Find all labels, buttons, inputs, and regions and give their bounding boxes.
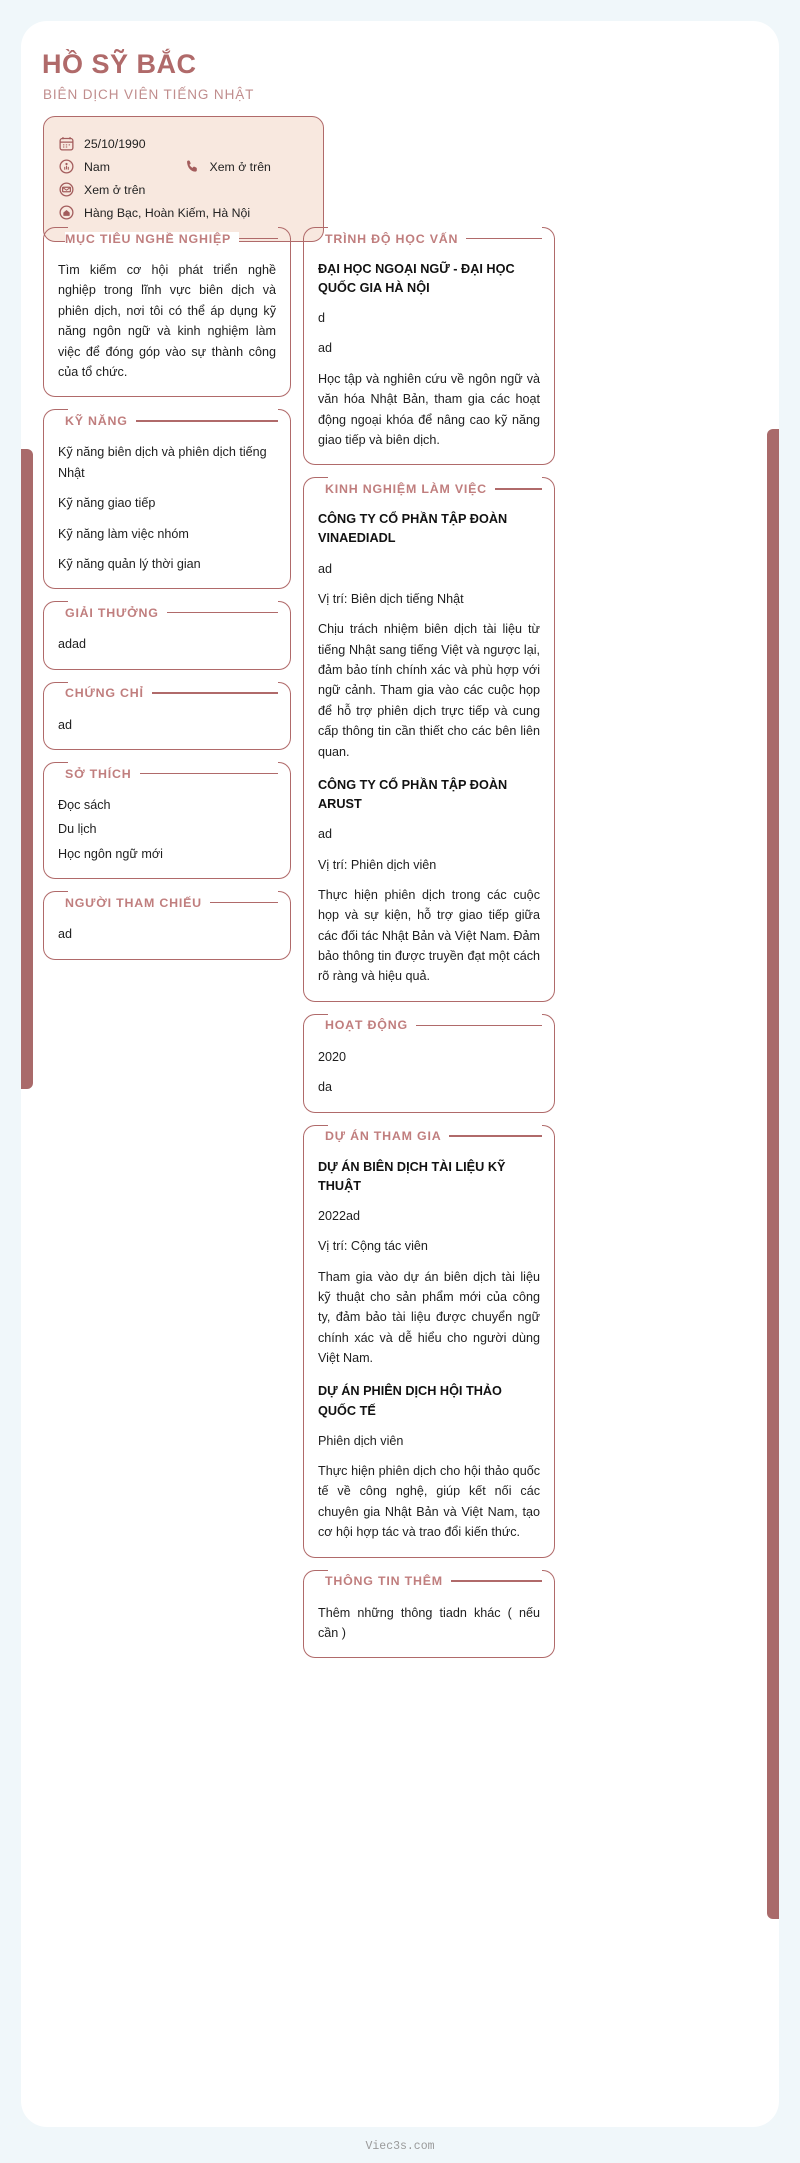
section-body [43,238,291,397]
section-body [43,693,291,750]
experience-position: Vị trí: Phiên dịch viên [318,857,437,872]
experience-description: Chịu trách nhiệm biên dịch tài liệu từ tiếng Nhật sang tiếng Việt và ngược lại, đảm bảo tính chính xác và phù hợp với ngữ cảnh. Tham gia vào các cuộc họp để hỗ trợ phiên dịch trực tiếp và cung cấp thông tin cần thiết cho các bên liên quan. [318,622,540,759]
experience-company: CÔNG TY CỔ PHẦN TẬP ĐOÀN VINAEDIADL [318,512,508,546]
section-body [303,1136,555,1558]
experience-company: CÔNG TY CỔ PHẦN TẬP ĐOÀN ARUST [318,778,508,812]
candidate-job-title: BIÊN DỊCH VIÊN TIẾNG NHẬT [43,87,255,102]
contact-phone [184,158,310,175]
project-name: DỰ ÁN PHIÊN DỊCH HỘI THẢO QUỐC TẾ [318,1384,502,1418]
hobby-item: Đọc sách [58,798,111,813]
contact-row [58,181,309,198]
experience-period: ad [318,561,333,576]
education-line1: d [318,311,326,326]
additional-text: Thêm những thông tiadn khác ( nếu cần ) [318,1605,540,1640]
project-description: Thực hiện phiên dịch cho hội thảo quốc tế về công nghệ, giúp kết nối các chuyên gia Nhật Bản và Việt Nam, tạo cơ hội hợp tác và trao đổi kiến thức. [318,1463,540,1540]
gender-icon [58,158,75,175]
contact-info-box [43,116,324,242]
project-period: 2022ad [318,1208,361,1223]
cv-page [21,21,779,2127]
section-activities [303,1016,555,1113]
section-title-activities: HOẠT ĐỘNG [325,1018,416,1032]
section-skills [43,411,291,589]
section-body [43,612,291,669]
contact-email [58,181,309,198]
section-body [303,488,555,1001]
section-body [303,238,555,465]
section-body [43,773,291,879]
project-role: Phiên dịch viên [318,1433,404,1448]
envelope-icon [58,181,75,198]
project-name: DỰ ÁN BIÊN DỊCH TÀI LIỆU KỸ THUẬT [318,1159,506,1193]
home-icon [58,204,75,221]
left-accent-bar [21,449,33,1089]
section-rule [210,902,278,903]
section-rule [152,692,278,693]
reference-item: ad [58,927,73,942]
education-school: ĐẠI HỌC NGOẠI NGỮ - ĐẠI HỌC QUỐC GIA HÀ NỘI [318,262,515,296]
section-rule [451,1580,542,1581]
candidate-name: HỒ SỸ BẮC [42,49,197,79]
contact-row [58,135,309,152]
award-item: adad [58,637,87,652]
section-rule [239,238,278,239]
contact-phone-value: Xem ở trên [209,159,271,174]
section-certificates [43,684,291,750]
skill-item: Kỹ năng quản lý thời gian [58,556,201,571]
contact-row [58,204,309,221]
section-rule [136,420,278,421]
contact-address [58,204,309,221]
section-projects [303,1127,555,1558]
contact-row [58,158,309,175]
contact-gender-value: Nam [84,159,110,174]
hobby-item: Học ngôn ngữ mới [58,846,163,861]
section-title-certificates: CHỨNG CHỈ [65,686,152,700]
contact-email-value: Xem ở trên [84,182,146,197]
section-title-hobbies: SỞ THÍCH [65,767,140,781]
section-title-projects: DỰ ÁN THAM GIA [325,1129,449,1143]
section-rule [449,1135,542,1136]
section-rule [416,1025,542,1026]
contact-gender [58,158,184,175]
section-title-skills: KỸ NĂNG [65,414,136,428]
section-title-references: NGƯỜI THAM CHIẾU [65,896,210,910]
skill-item: Kỹ năng biên dịch và phiên dịch tiếng Nhật [58,445,267,480]
experience-period: ad [318,827,333,842]
section-title-objective: MỤC TIÊU NGHỀ NGHIỆP [65,232,239,246]
hobby-item: Du lịch [58,822,97,837]
phone-icon [184,158,201,175]
right-column [303,229,555,1672]
section-body [303,1025,555,1113]
contact-birthday [58,135,309,152]
section-rule [167,612,278,613]
calendar-icon [58,135,75,152]
contact-address-value: Hàng Bạc, Hoàn Kiếm, Hà Nội [84,205,251,220]
skill-item: Kỹ năng làm việc nhóm [58,526,189,541]
section-rule [466,238,542,239]
activity-detail: da [318,1080,333,1095]
section-body [303,1581,555,1659]
section-body [43,420,291,589]
section-additional [303,1572,555,1659]
section-body [43,902,291,959]
experience-description: Thực hiện phiên dịch trong các cuộc họp và sự kiện, hỗ trợ giao tiếp giữa các đối tác Nhật Bản và Việt Nam. Đảm bảo thông tin được truyền đạt một cách rõ ràng và hiệu quả. [318,887,540,984]
left-column [43,229,291,974]
section-title-awards: GIẢI THƯỞNG [65,606,167,620]
education-line2: ad [318,341,333,356]
objective-text: Tìm kiếm cơ hội phát triển nghề nghiệp trong lĩnh vực biên dịch và phiên dịch, nơi tôi có thể áp dụng kỹ năng ngôn ngữ và kinh nghiệm làm việc để đóng góp vào sự thành công của tổ chức. [58,263,276,379]
footer-watermark: Viec3s.com [365,2140,435,2153]
education-description: Học tập và nghiên cứu về ngôn ngữ và văn hóa Nhật Bản, tham gia các hoạt động ngoại khóa để nâng cao kỹ năng giao tiếp và biên dịch. [318,371,540,448]
section-references [43,893,291,959]
section-title-additional: THÔNG TIN THÊM [325,1574,451,1588]
experience-position: Vị trí: Biên dịch tiếng Nhật [318,591,464,606]
section-experience [303,479,555,1001]
skill-item: Kỹ năng giao tiếp [58,496,156,511]
right-accent-bar [767,429,779,1919]
contact-birthday-value: 25/10/1990 [84,136,146,151]
section-rule [495,488,542,489]
certificate-item: ad [58,717,73,732]
section-education [303,229,555,465]
project-role: Vị trí: Cộng tác viên [318,1239,428,1254]
section-title-experience: KINH NGHIỆM LÀM VIỆC [325,482,495,496]
section-awards [43,603,291,669]
project-description: Tham gia vào dự án biên dịch tài liệu kỹ thuật cho sản phẩm mới của công ty, đảm bảo tài liệu được chuyển ngữ chính xác và dễ hiểu cho người dùng Việt Nam. [318,1269,540,1366]
section-title-education: TRÌNH ĐỘ HỌC VẤN [325,232,466,246]
section-objective [43,229,291,397]
activity-year: 2020 [318,1049,347,1064]
section-hobbies [43,764,291,879]
section-rule [140,773,278,774]
